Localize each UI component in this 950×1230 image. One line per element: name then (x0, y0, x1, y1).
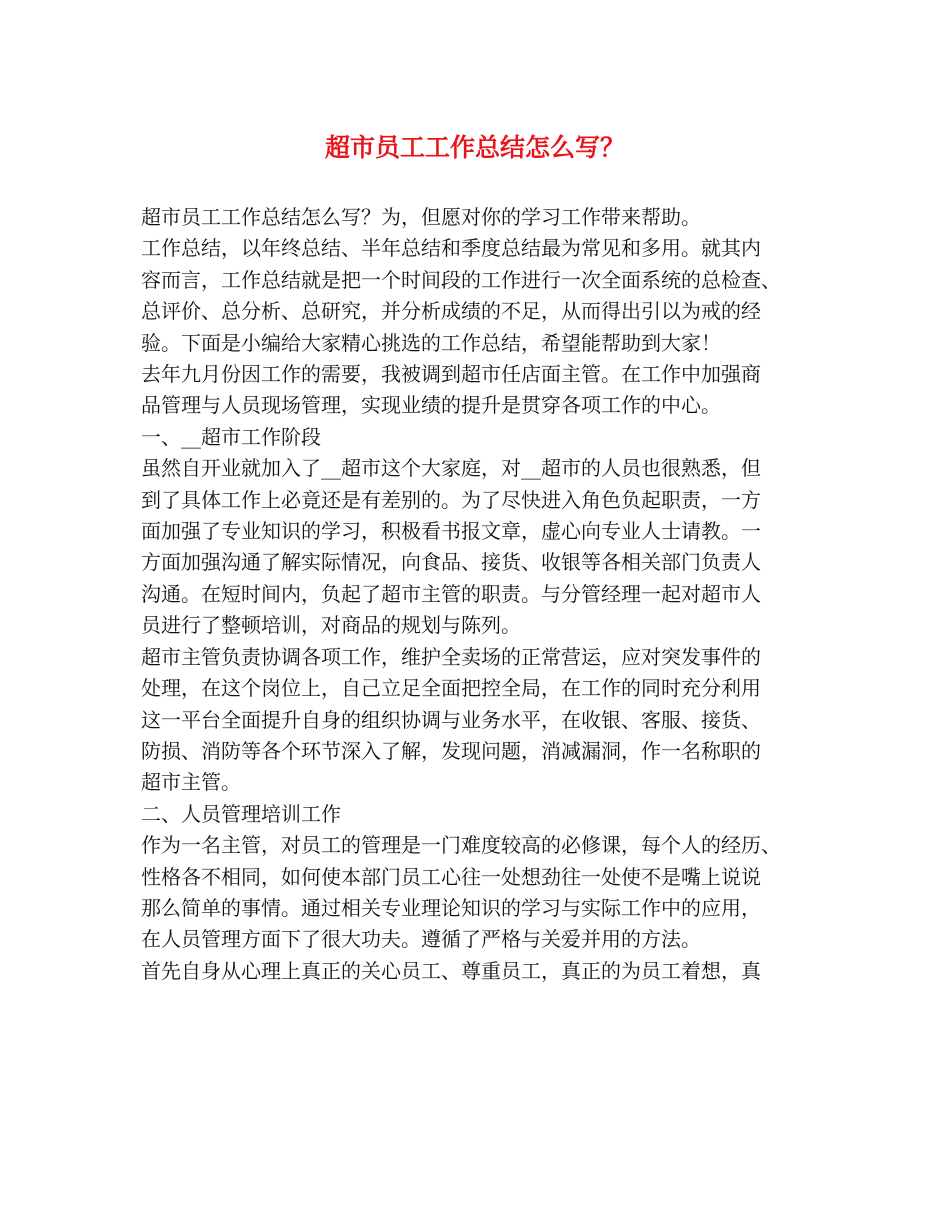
text-line: 作为一名主管，对员工的管理是一门难度较高的必修课，每个人的经历、 (141, 833, 781, 858)
document-title: 超市员工工作总结怎么写？ (324, 133, 625, 162)
text-line: 那么简单的事情。通过相关专业理论知识的学习与实际工作中的应用， (141, 895, 761, 920)
text-line: 虽然自开业就加入了__超市这个大家庭，对__超市的人员也很熟悉，但 (141, 456, 761, 481)
text-line: 验。下面是小编给大家精心挑选的工作总结，希望能帮助到大家！ (141, 330, 721, 355)
text-line: 超市主管。 (141, 770, 241, 795)
text-line: 品管理与人员现场管理，实现业绩的提升是贯穿各项工作的中心。 (141, 393, 721, 418)
text-line: 沟通。在短时间内，负起了超市主管的职责。与分管经理一起对超市人 (141, 581, 761, 606)
text-line: 员进行了整顿培训，对商品的规划与陈列。 (141, 613, 521, 638)
text-line: 去年九月份因工作的需要，我被调到超市任店面主管。在工作中加强商 (141, 362, 761, 387)
text-line: 这一平台全面提升自身的组织协调与业务水平，在收银、客服、接货、 (141, 707, 761, 732)
section-heading: 一、__超市工作阶段 (141, 424, 321, 449)
text-line: 工作总结，以年终总结、半年总结和季度总结最为常见和多用。就其内 (141, 236, 761, 261)
text-line: 容而言，工作总结就是把一个时间段的工作进行一次全面系统的总检查、 (141, 267, 781, 292)
text-line: 到了具体工作上必竟还是有差别的。为了尽快进入角色负起职责，一方 (141, 487, 761, 512)
text-line: 方面加强沟通了解实际情况，向食品、接货、收银等各相关部门负责人 (141, 550, 761, 575)
text-line: 在人员管理方面下了很大功夫。遵循了严格与关爱并用的方法。 (141, 927, 701, 952)
text-line: 首先自身从心理上真正的关心员工、尊重员工，真正的为员工着想，真 (141, 958, 761, 983)
text-line: 超市员工工作总结怎么写？为，但愿对你的学习工作带来帮助。 (141, 205, 701, 229)
section-heading: 二、人员管理培训工作 (141, 801, 341, 826)
document-body (141, 202, 821, 987)
text-line: 超市主管负责协调各项工作，维护全卖场的正常营运，应对突发事件的 (141, 644, 761, 669)
text-line: 性格各不相同，如何使本部门员工心往一处想劲往一处使不是嘴上说说 (141, 864, 761, 889)
text-line: 防损、消防等各个环节深入了解，发现问题，消减漏洞，作一名称职的 (141, 738, 761, 763)
text-line: 总评价、总分析、总研究，并分析成绩的不足，从而得出引以为戒的经 (141, 299, 761, 324)
text-line: 面加强了专业知识的学习，积极看书报文章，虚心向专业人士请教。一 (141, 519, 761, 544)
text-line: 处理，在这个岗位上，自己立足全面把控全局，在工作的同时充分利用 (141, 676, 761, 701)
